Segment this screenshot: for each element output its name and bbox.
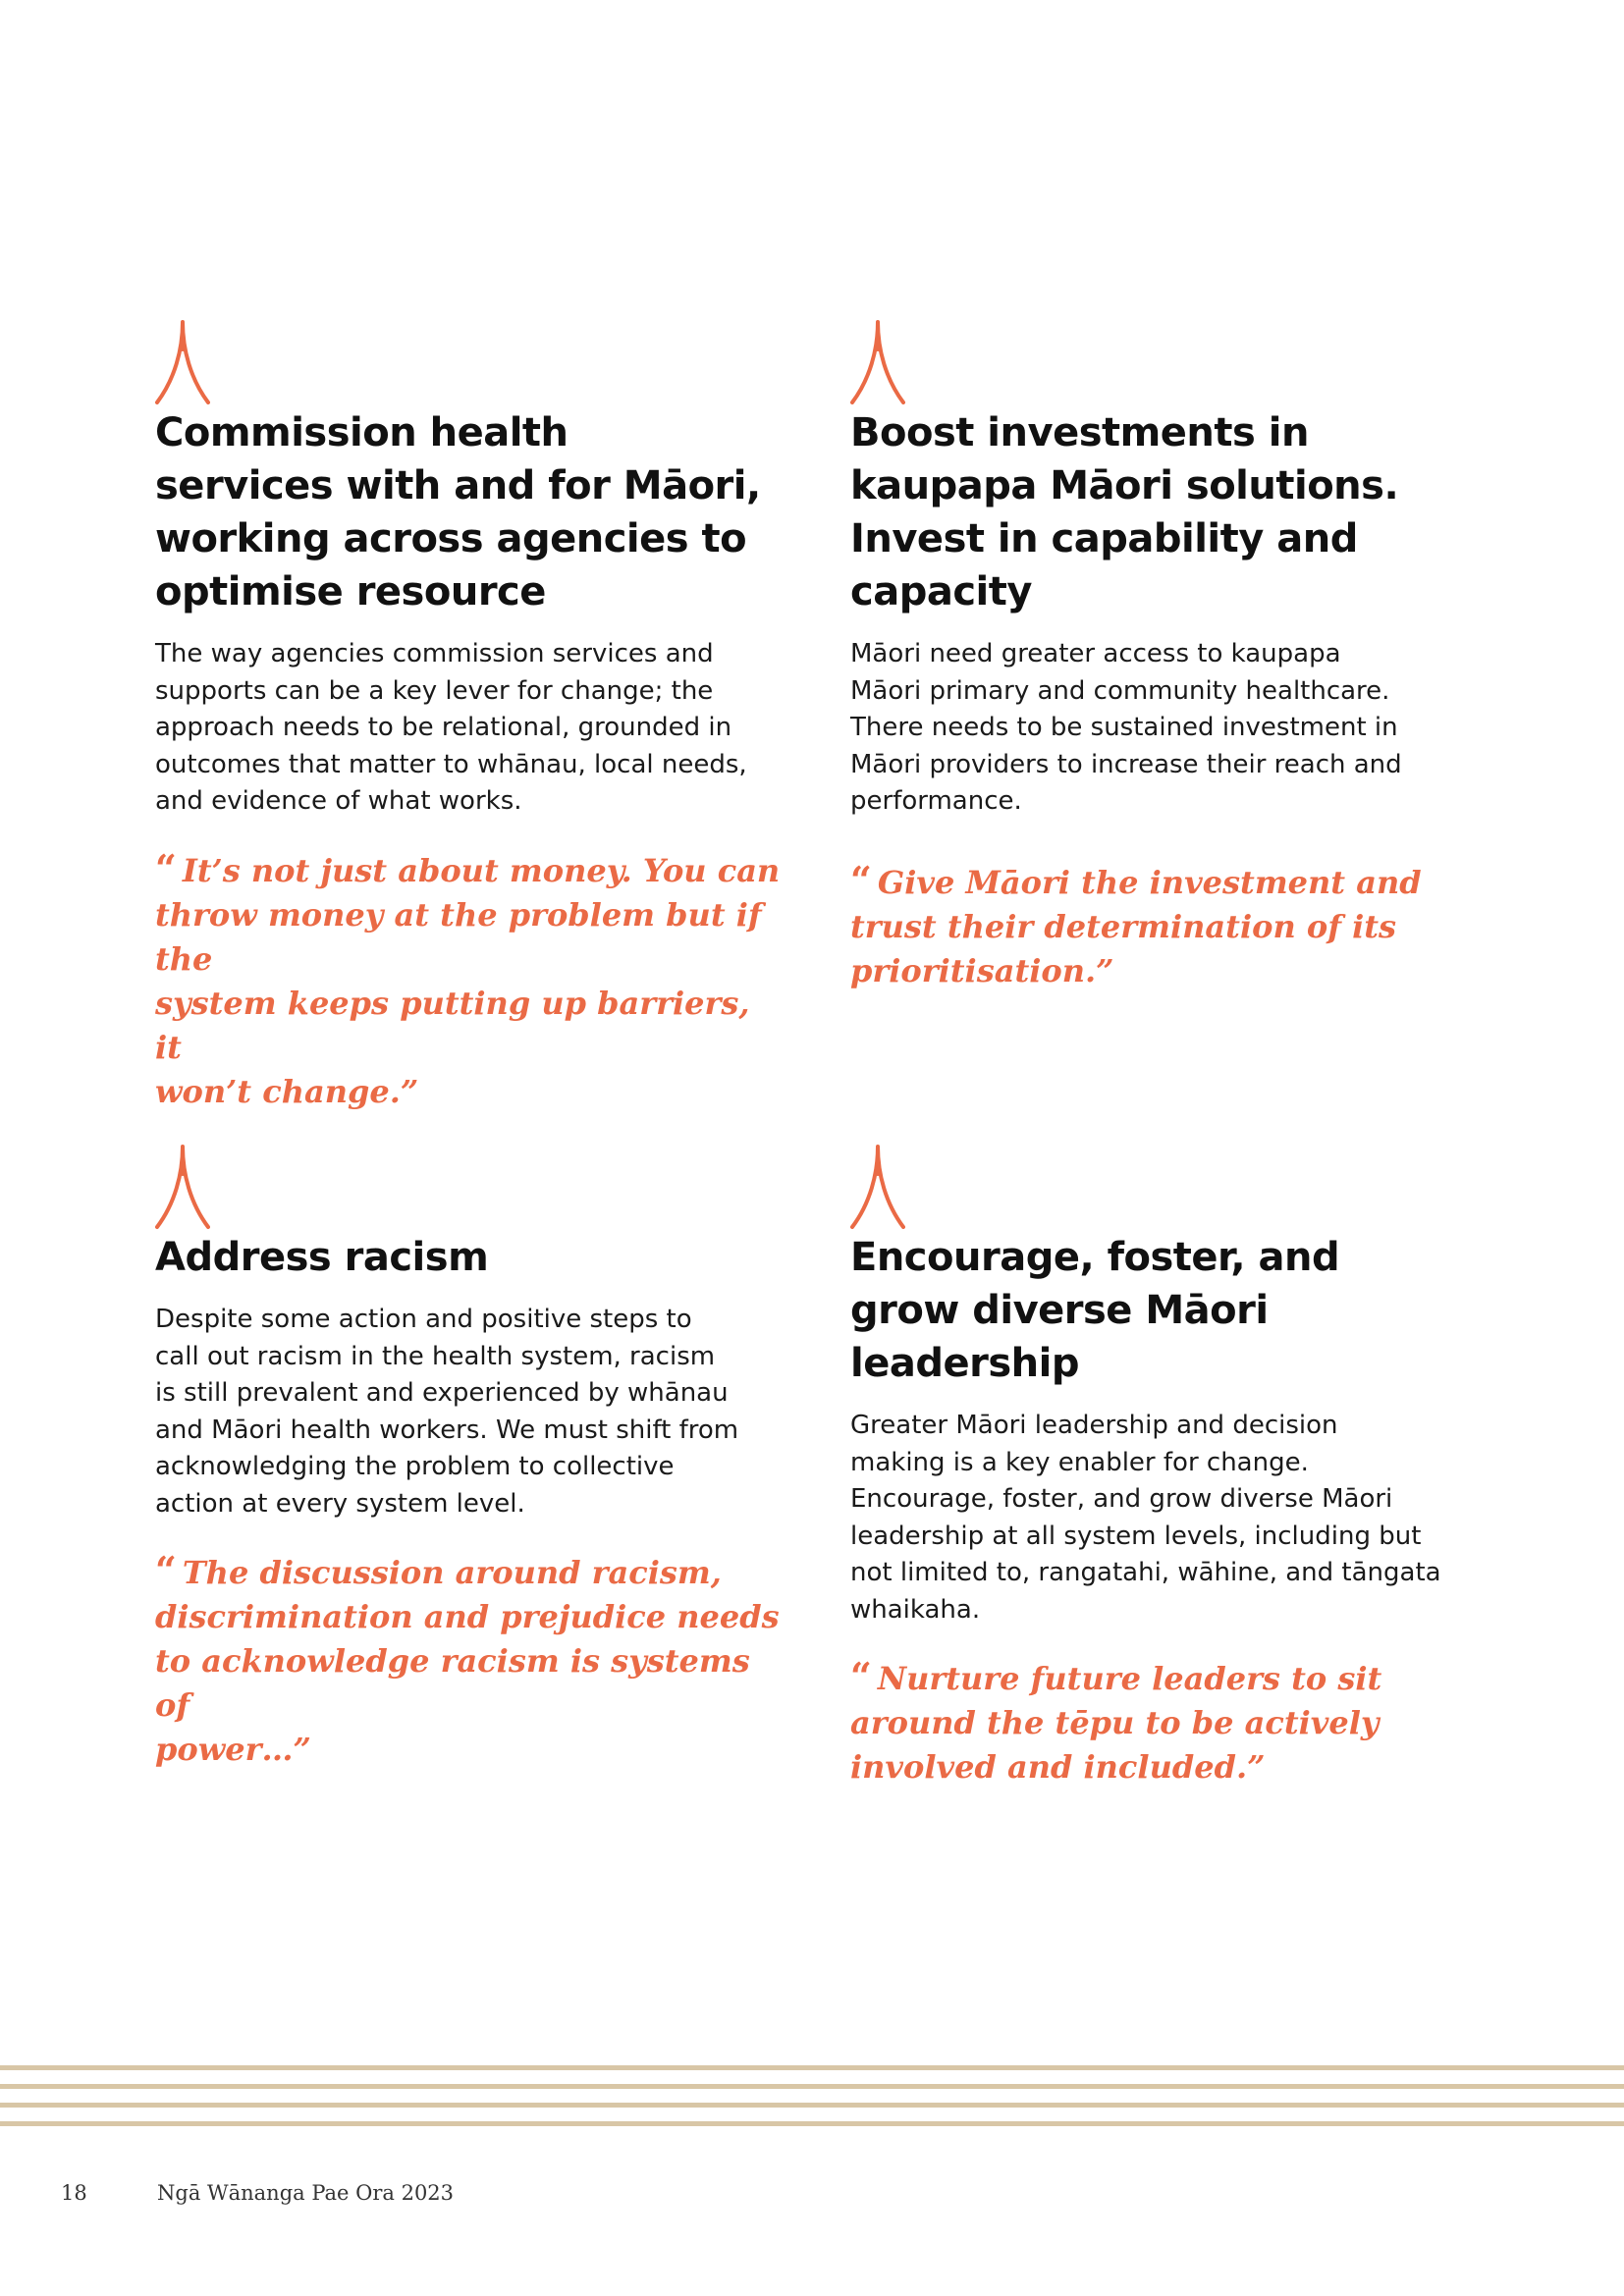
koru-arch-icon bbox=[155, 1145, 210, 1231]
section-heading: Encourage, foster, and grow diverse Māori leadership bbox=[850, 1235, 1340, 1386]
section-body: Greater Māori leadership and decision making is a key enabler for change. Encourage, foster, and grow diverse Māori leadership at all system levels, including but not limited to, rangatahi, wāhine, and tāngata whaikaha. bbox=[850, 1411, 1441, 1625]
page-number: 18 bbox=[61, 2181, 87, 2205]
divider bbox=[0, 2121, 1624, 2126]
page-footer bbox=[0, 2181, 1624, 2211]
section-heading: Address racism bbox=[155, 1235, 489, 1280]
section-quote bbox=[155, 1548, 784, 1772]
quote-mark-icon: “ bbox=[850, 1654, 872, 1698]
divider bbox=[0, 2084, 1624, 2089]
section-quote bbox=[850, 1654, 1479, 1789]
section-body: Māori need greater access to kaupapa Māori primary and community healthcare. There needs to be sustained investment in Māori providers to increase their reach and performance. bbox=[850, 639, 1402, 816]
quote-text: Give Māori the investment and trust their determination of its prioritisation.” bbox=[850, 863, 1422, 989]
koru-arch-icon bbox=[850, 320, 905, 406]
section-commission-health bbox=[155, 320, 784, 1114]
section-heading: Commission health services with and for Māori, working across agencies to optimise resource bbox=[155, 410, 761, 614]
quote-mark-icon: “ bbox=[850, 857, 872, 902]
quote-text: It’s not just about money. You can throw money at the problem but if the system keeps putting up barriers, it won’t change.” bbox=[155, 851, 781, 1110]
quote-text: Nurture future leaders to sit around the tēpu to be actively involved and included.” bbox=[850, 1660, 1382, 1786]
section-body: Despite some action and positive steps to call out racism in the health system, racism is still prevalent and experienced by whānau and Māori health workers. We must shift from acknowledging the problem to collective action at every system level. bbox=[155, 1305, 739, 1519]
quote-mark-icon: “ bbox=[155, 1548, 177, 1592]
footer-decorative-rules bbox=[0, 2065, 1624, 2140]
section-boost-investments bbox=[850, 320, 1479, 993]
divider bbox=[0, 2065, 1624, 2070]
koru-arch-icon bbox=[155, 320, 210, 406]
section-quote bbox=[155, 846, 784, 1114]
section-quote bbox=[850, 858, 1479, 993]
publication-title: Ngā Wānanga Pae Ora 2023 bbox=[157, 2181, 455, 2205]
section-maori-leadership bbox=[850, 1145, 1479, 1789]
section-body: The way agencies commission services and supports can be a key lever for change; the approach needs to be relational, grounded in outcomes that matter to whānau, local needs, and evidence of what works. bbox=[155, 639, 747, 816]
divider bbox=[0, 2103, 1624, 2108]
quote-text: The discussion around racism, discrimination and prejudice needs to acknowledge racism is systems of power…” bbox=[155, 1554, 780, 1768]
section-heading: Boost investments in kaupapa Māori solutions. Invest in capability and capacity bbox=[850, 410, 1399, 614]
section-address-racism bbox=[155, 1145, 784, 1772]
quote-mark-icon: “ bbox=[155, 845, 177, 890]
koru-arch-icon bbox=[850, 1145, 905, 1231]
